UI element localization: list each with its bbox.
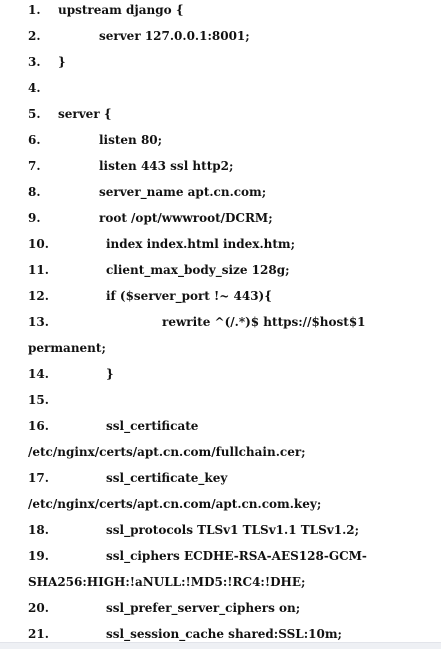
code-text-wrap: /etc/nginx/certs/apt.cn.com/apt.cn.com.key; xyxy=(28,497,322,511)
line-number: 1. xyxy=(28,3,41,17)
line-number: 2. xyxy=(28,29,41,43)
code-line-8 xyxy=(0,179,441,205)
code-line-15 xyxy=(0,387,441,413)
code-text: ssl_prefer_server_ciphers on; xyxy=(106,601,301,615)
code-line-5 xyxy=(0,101,441,127)
code-text-wrap: SHA256:HIGH:!aNULL:!MD5:!RC4:!DHE; xyxy=(28,575,306,589)
code-text-wrap: permanent; xyxy=(28,341,106,355)
line-number: 5. xyxy=(28,107,41,121)
code-line-7 xyxy=(0,153,441,179)
code-line-10 xyxy=(0,231,441,257)
code-text: } xyxy=(58,55,66,69)
code-line-6 xyxy=(0,127,441,153)
code-line-16 xyxy=(0,413,441,439)
code-text: if ($server_port !~ 443){ xyxy=(106,289,272,303)
code-text: ssl_protocols TLSv1 TLSv1.1 TLSv1.2; xyxy=(106,523,360,537)
code-line-14 xyxy=(0,361,441,387)
code-text: ssl_session_cache shared:SSL:10m; xyxy=(106,627,342,641)
line-number: 11. xyxy=(28,263,49,277)
line-number: 21. xyxy=(28,627,49,641)
line-number: 15. xyxy=(28,393,49,407)
line-number: 18. xyxy=(28,523,49,537)
code-text: root /opt/wwwroot/DCRM; xyxy=(99,211,273,225)
code-line-17 xyxy=(0,465,441,491)
code-line-2 xyxy=(0,23,441,49)
line-number: 16. xyxy=(28,419,49,433)
line-number: 17. xyxy=(28,471,49,485)
code-line-11 xyxy=(0,257,441,283)
line-number: 9. xyxy=(28,211,41,225)
code-line-18 xyxy=(0,517,441,543)
code-line-17-wrap xyxy=(0,491,441,517)
code-text: ssl_certificate xyxy=(106,419,199,433)
code-text: listen 443 ssl http2; xyxy=(99,159,234,173)
code-text: client_max_body_size 128g; xyxy=(106,263,290,277)
code-line-3 xyxy=(0,49,441,75)
line-number: 6. xyxy=(28,133,41,147)
code-text: server { xyxy=(58,107,112,121)
line-number: 4. xyxy=(28,81,41,95)
code-line-13 xyxy=(0,309,441,335)
line-number: 7. xyxy=(28,159,41,173)
line-number: 10. xyxy=(28,237,49,251)
code-text: listen 80; xyxy=(99,133,163,147)
code-text: rewrite ^(/.*)$ https://$host$1 xyxy=(162,315,366,329)
code-text: server_name apt.cn.com; xyxy=(99,185,267,199)
code-line-9 xyxy=(0,205,441,231)
line-number: 20. xyxy=(28,601,49,615)
line-number: 12. xyxy=(28,289,49,303)
code-line-20 xyxy=(0,595,441,621)
code-text: server 127.0.0.1:8001; xyxy=(99,29,250,43)
code-line-19 xyxy=(0,543,441,569)
code-text-wrap: /etc/nginx/certs/apt.cn.com/fullchain.cer; xyxy=(28,445,306,459)
line-number: 14. xyxy=(28,367,49,381)
code-text: ssl_certificate_key xyxy=(106,471,228,485)
code-text: } xyxy=(106,367,114,381)
code-line-19-wrap xyxy=(0,569,441,595)
code-line-1 xyxy=(0,0,441,23)
code-line-13-wrap xyxy=(0,335,441,361)
code-text: upstream django { xyxy=(58,3,184,17)
code-text: index index.html index.htm; xyxy=(106,237,296,251)
code-line-16-wrap xyxy=(0,439,441,465)
code-line-21 xyxy=(0,621,441,642)
line-number: 19. xyxy=(28,549,49,563)
code-text: ssl_ciphers ECDHE-RSA-AES128-GCM- xyxy=(106,549,367,563)
line-number: 13. xyxy=(28,315,49,329)
line-number: 8. xyxy=(28,185,41,199)
code-line-4 xyxy=(0,75,441,101)
line-number: 3. xyxy=(28,55,41,69)
code-line-12 xyxy=(0,283,441,309)
